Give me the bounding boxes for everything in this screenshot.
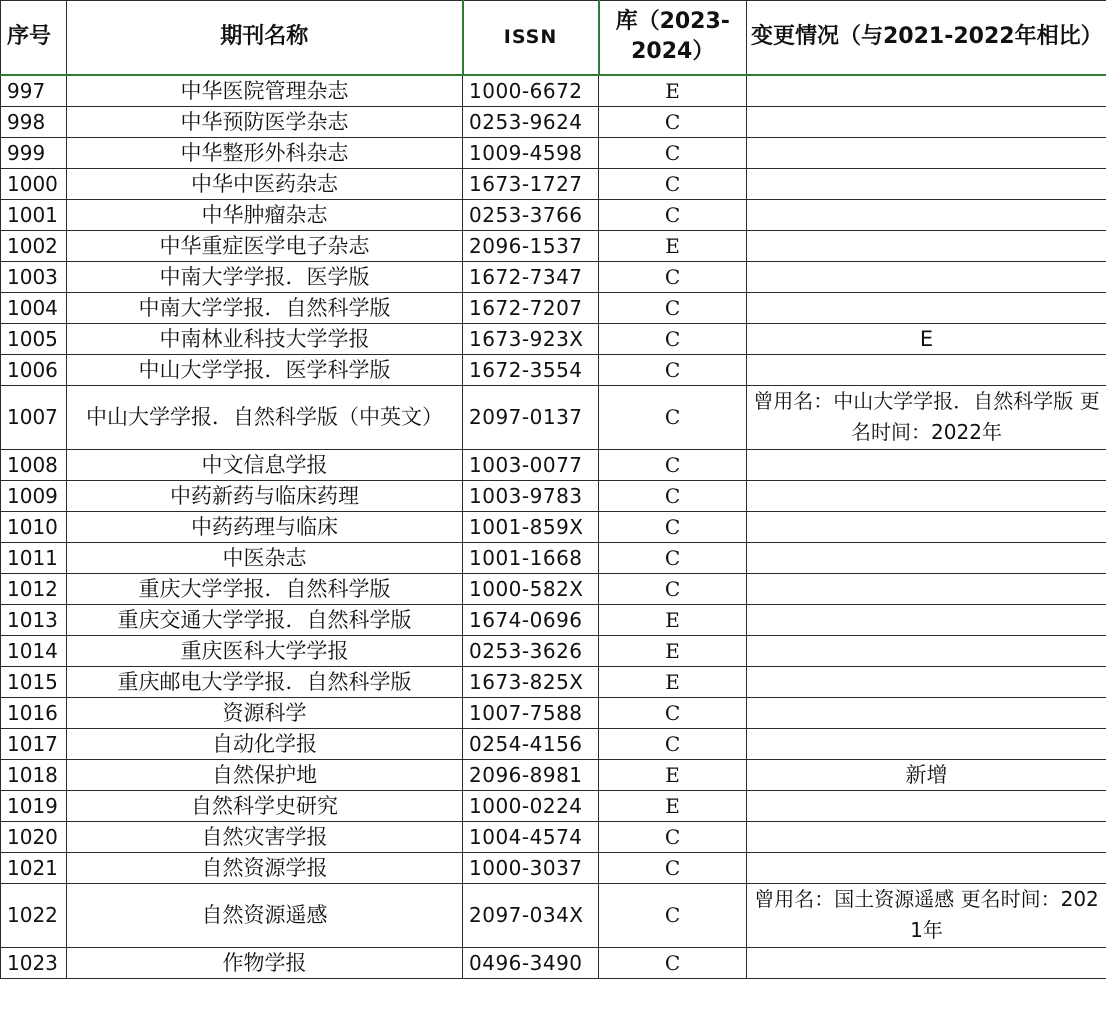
cell-journal-name: 中南林业科技大学学报 — [67, 323, 463, 354]
cell-seq: 1022 — [1, 883, 67, 947]
cell-journal-name: 重庆邮电大学学报．自然科学版 — [67, 666, 463, 697]
cell-journal-name: 中华医院管理杂志 — [67, 75, 463, 107]
cell-db: C — [599, 323, 747, 354]
cell-journal-name: 中华重症医学电子杂志 — [67, 230, 463, 261]
table-row — [1, 511, 1106, 542]
cell-db: C — [599, 697, 747, 728]
cell-change: 曾用名：国土资源遥感 更名时间：2021年 — [747, 883, 1106, 947]
cell-seq: 1020 — [1, 821, 67, 852]
cell-journal-name: 资源科学 — [67, 697, 463, 728]
cell-issn: 1001-859X — [463, 511, 599, 542]
cell-db: C — [599, 385, 747, 449]
cell-issn: 0496-3490 — [463, 947, 599, 978]
header-issn: ISSN — [463, 1, 599, 75]
cell-issn: 1000-3037 — [463, 852, 599, 883]
cell-issn: 1004-4574 — [463, 821, 599, 852]
table-row — [1, 106, 1106, 137]
cell-db: C — [599, 728, 747, 759]
cell-issn: 1673-923X — [463, 323, 599, 354]
table-row — [1, 573, 1106, 604]
cell-seq: 1013 — [1, 604, 67, 635]
cell-db: C — [599, 852, 747, 883]
cell-change — [747, 697, 1106, 728]
cell-issn: 1000-582X — [463, 573, 599, 604]
header-name: 期刊名称 — [67, 1, 463, 75]
cell-change: 新增 — [747, 759, 1106, 790]
cell-journal-name: 中文信息学报 — [67, 449, 463, 480]
cell-journal-name: 重庆交通大学学报．自然科学版 — [67, 604, 463, 635]
cell-db: C — [599, 137, 747, 168]
table-row — [1, 821, 1106, 852]
cell-journal-name: 中华中医药杂志 — [67, 168, 463, 199]
cell-journal-name: 自然灾害学报 — [67, 821, 463, 852]
table-row — [1, 449, 1106, 480]
cell-journal-name: 自然资源遥感 — [67, 883, 463, 947]
table-row — [1, 604, 1106, 635]
table-row — [1, 852, 1106, 883]
cell-seq: 1000 — [1, 168, 67, 199]
cell-journal-name: 中南大学学报．医学版 — [67, 261, 463, 292]
cell-seq: 1002 — [1, 230, 67, 261]
cell-journal-name: 中华预防医学杂志 — [67, 106, 463, 137]
cell-journal-name: 中南大学学报．自然科学版 — [67, 292, 463, 323]
cell-change — [747, 666, 1106, 697]
cell-journal-name: 自然资源学报 — [67, 852, 463, 883]
cell-issn: 0253-3626 — [463, 635, 599, 666]
cell-issn: 2096-8981 — [463, 759, 599, 790]
cell-change: 曾用名：中山大学学报．自然科学版 更名时间：2022年 — [747, 385, 1106, 449]
cell-issn: 2097-034X — [463, 883, 599, 947]
cell-journal-name: 自动化学报 — [67, 728, 463, 759]
table-row — [1, 261, 1106, 292]
cell-issn: 1672-3554 — [463, 354, 599, 385]
cell-db: C — [599, 480, 747, 511]
cell-change — [747, 480, 1106, 511]
cell-db: C — [599, 106, 747, 137]
cell-db: E — [599, 666, 747, 697]
cell-seq: 998 — [1, 106, 67, 137]
cell-journal-name: 自然科学史研究 — [67, 790, 463, 821]
table-row — [1, 728, 1106, 759]
table-row — [1, 292, 1106, 323]
cell-issn: 1003-0077 — [463, 449, 599, 480]
cell-issn: 1000-0224 — [463, 790, 599, 821]
cell-db: E — [599, 635, 747, 666]
cell-journal-name: 重庆医科大学学报 — [67, 635, 463, 666]
cell-change — [747, 511, 1106, 542]
header-db: 库（2023-2024） — [599, 1, 747, 75]
cell-db: C — [599, 292, 747, 323]
cell-issn: 1673-1727 — [463, 168, 599, 199]
cell-db: C — [599, 511, 747, 542]
table-body — [1, 75, 1106, 979]
cell-seq: 1021 — [1, 852, 67, 883]
cell-issn: 2097-0137 — [463, 385, 599, 449]
cell-db: C — [599, 821, 747, 852]
cell-change — [747, 821, 1106, 852]
cell-db: C — [599, 168, 747, 199]
cell-change — [747, 449, 1106, 480]
cell-seq: 1019 — [1, 790, 67, 821]
cell-seq: 997 — [1, 75, 67, 107]
cell-journal-name: 中华整形外科杂志 — [67, 137, 463, 168]
cell-issn: 1007-7588 — [463, 697, 599, 728]
cell-db: C — [599, 261, 747, 292]
cell-db: C — [599, 573, 747, 604]
cell-db: E — [599, 604, 747, 635]
cell-change: E — [747, 323, 1106, 354]
cell-db: E — [599, 75, 747, 107]
cell-journal-name: 中医杂志 — [67, 542, 463, 573]
cell-change — [747, 728, 1106, 759]
header-seq: 序号 — [1, 1, 67, 75]
table-row — [1, 480, 1106, 511]
cell-journal-name: 重庆大学学报．自然科学版 — [67, 573, 463, 604]
cell-journal-name: 自然保护地 — [67, 759, 463, 790]
cell-seq: 1023 — [1, 947, 67, 978]
cell-change — [747, 292, 1106, 323]
table-row — [1, 883, 1106, 947]
table-row — [1, 697, 1106, 728]
cell-change — [747, 790, 1106, 821]
cell-seq: 1010 — [1, 511, 67, 542]
cell-seq: 1009 — [1, 480, 67, 511]
cell-change — [747, 852, 1106, 883]
cell-seq: 1014 — [1, 635, 67, 666]
cell-change — [747, 168, 1106, 199]
table-row — [1, 230, 1106, 261]
cell-change — [747, 947, 1106, 978]
cell-db: E — [599, 759, 747, 790]
cell-issn: 1672-7207 — [463, 292, 599, 323]
table-header — [1, 1, 1106, 75]
cell-issn: 1009-4598 — [463, 137, 599, 168]
cell-issn: 1001-1668 — [463, 542, 599, 573]
cell-seq: 1016 — [1, 697, 67, 728]
cell-issn: 1000-6672 — [463, 75, 599, 107]
table-row — [1, 635, 1106, 666]
table-row — [1, 790, 1106, 821]
cell-issn: 0253-9624 — [463, 106, 599, 137]
table-row — [1, 137, 1106, 168]
cell-seq: 1012 — [1, 573, 67, 604]
cell-seq: 1004 — [1, 292, 67, 323]
cell-issn: 1673-825X — [463, 666, 599, 697]
cell-db: C — [599, 449, 747, 480]
cell-journal-name: 中山大学学报．医学科学版 — [67, 354, 463, 385]
table-row — [1, 199, 1106, 230]
cell-issn: 1672-7347 — [463, 261, 599, 292]
cell-change — [747, 635, 1106, 666]
cell-db: C — [599, 354, 747, 385]
cell-db: C — [599, 199, 747, 230]
cell-issn: 0254-4156 — [463, 728, 599, 759]
header-change: 变更情况（与2021-2022年相比） — [747, 1, 1106, 75]
cell-seq: 1006 — [1, 354, 67, 385]
cell-journal-name: 中药新药与临床药理 — [67, 480, 463, 511]
table-row — [1, 666, 1106, 697]
cell-journal-name: 中山大学学报．自然科学版（中英文） — [67, 385, 463, 449]
table-row — [1, 75, 1106, 107]
cell-issn: 1674-0696 — [463, 604, 599, 635]
cell-seq: 1011 — [1, 542, 67, 573]
cell-seq: 1005 — [1, 323, 67, 354]
cell-change — [747, 199, 1106, 230]
cell-db: C — [599, 947, 747, 978]
cell-journal-name: 作物学报 — [67, 947, 463, 978]
table-row — [1, 354, 1106, 385]
cell-journal-name: 中华肿瘤杂志 — [67, 199, 463, 230]
cell-issn: 0253-3766 — [463, 199, 599, 230]
cell-db: E — [599, 790, 747, 821]
table-row — [1, 759, 1106, 790]
cell-seq: 1003 — [1, 261, 67, 292]
cell-db: E — [599, 230, 747, 261]
table-row — [1, 947, 1106, 978]
cell-change — [747, 542, 1106, 573]
table-row — [1, 168, 1106, 199]
cell-seq: 1008 — [1, 449, 67, 480]
cell-seq: 1018 — [1, 759, 67, 790]
cell-seq: 1001 — [1, 199, 67, 230]
cell-issn: 1003-9783 — [463, 480, 599, 511]
cell-seq: 1015 — [1, 666, 67, 697]
cell-db: C — [599, 542, 747, 573]
cell-db: C — [599, 883, 747, 947]
cell-change — [747, 354, 1106, 385]
table-row — [1, 385, 1106, 449]
cell-seq: 1017 — [1, 728, 67, 759]
cell-change — [747, 137, 1106, 168]
cell-journal-name: 中药药理与临床 — [67, 511, 463, 542]
table-row — [1, 323, 1106, 354]
cell-change — [747, 261, 1106, 292]
cell-issn: 2096-1537 — [463, 230, 599, 261]
cell-change — [747, 75, 1106, 107]
cell-change — [747, 230, 1106, 261]
cell-change — [747, 604, 1106, 635]
cell-change — [747, 106, 1106, 137]
header-row — [1, 1, 1106, 75]
cell-seq: 1007 — [1, 385, 67, 449]
cell-change — [747, 573, 1106, 604]
table-row — [1, 542, 1106, 573]
cell-seq: 999 — [1, 137, 67, 168]
